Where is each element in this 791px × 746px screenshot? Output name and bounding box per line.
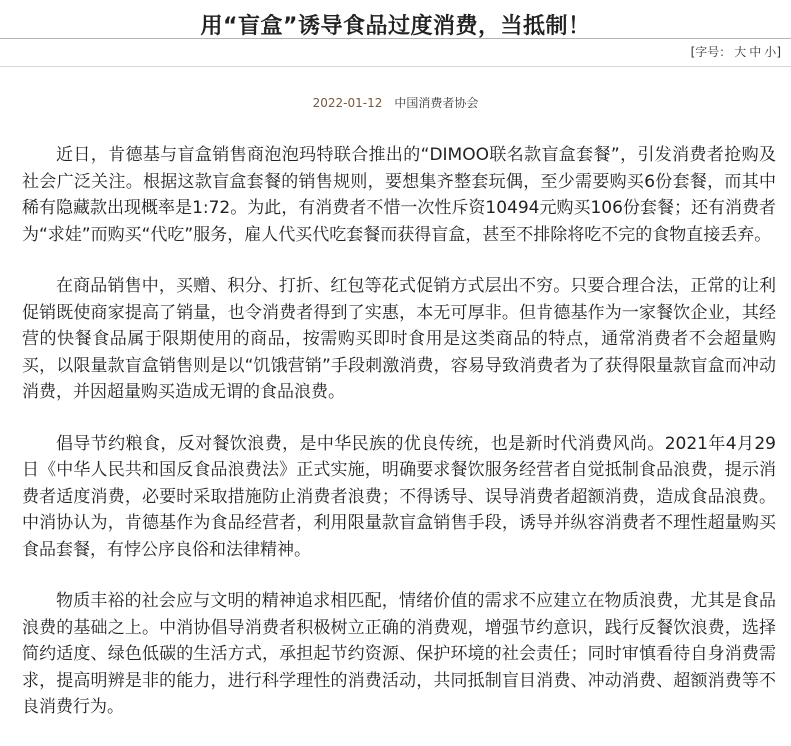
article-source: 中国消费者协会 xyxy=(394,96,479,110)
font-size-close-bracket: ] xyxy=(776,45,781,59)
font-size-selector xyxy=(691,43,781,61)
title-divider xyxy=(0,38,791,39)
article-title: 用“盲盒”诱导食品过度消费，当抵制！ xyxy=(200,14,591,39)
article-paragraph: 近日，肯德基与盲盒销售商泡泡玛特联合推出的“DIMOO联名款盲盒套餐”，引发消费者抢购及社会广泛关注。根据这款盲盒套餐的销售规则，要想集齐整套玩偶，至少需要购买6份套餐，而其中稀有隐藏款出现概率是1:72。为此，有消费者不惜一次性斥资10494元购买106份套餐；还有消费者为“求娃”而购买“代吃”服务，雇人代买代吃套餐而获得盲盒，甚至不排除将吃不完的食物直接丢弃。 xyxy=(22,145,776,245)
font-size-large-link[interactable]: 大 xyxy=(734,45,747,59)
article-meta xyxy=(0,94,791,112)
meta-divider xyxy=(0,66,791,67)
article-paragraph: 倡导节约粮食，反对餐饮浪费，是中华民族的优良传统，也是新时代消费风尚。2021年4月29日《中华人民共和国反食品浪费法》正式实施，明确要求餐饮服务经营者自觉抵制食品浪费，提示消费者适度消费，必要时采取措施防止消费者浪费；不得诱导、误导消费者超额消费，造成食品浪费。中消协认为，肯德基作为食品经营者，利用限量款盲盒销售手段，诱导并纵容消费者不理性超量购买食品套餐，有悖公序良俗和法律精神。 xyxy=(22,433,776,560)
font-size-label: [字号： xyxy=(690,45,732,59)
article-paragraph: 在商品销售中，买赠、积分、打折、红包等花式促销方式层出不穷。只要合理合法，正常的让利促销既使商家提高了销量，也令消费者得到了实惠，本无可厚非。但肯德基作为一家餐饮企业，其经营的快餐食品属于限期使用的商品，按需购买即时食用是这类商品的特点，通常消费者不会超量购买，以限量款盲盒销售则是以“饥饿营销”手段刺激消费，容易导致消费者为了获得限量款盲盒而冲动消费，并因超量购买造成无谓的食品浪费。 xyxy=(22,276,776,402)
article-paragraph: 物质丰裕的社会应与文明的精神追求相匹配，情绪价值的需求不应建立在物质浪费，尤其是食品浪费的基础之上。中消协倡导消费者积极树立正确的消费观，增强节约意识，践行反餐饮浪费，选择简约适度、绿色低碳的生活方式，承担起节约资源、保护环境的社会责任；同时审慎看待自身消费需求，提高明辨是非的能力，进行科学理性的消费活动，共同抵制盲目消费、冲动消费、超额消费等不良消费行为。 xyxy=(22,591,776,717)
font-size-small-link[interactable]: 小 xyxy=(764,45,777,59)
article-body xyxy=(22,142,776,746)
font-size-medium-link[interactable]: 中 xyxy=(749,45,762,59)
publish-date: 2022-01-12 xyxy=(312,96,383,110)
